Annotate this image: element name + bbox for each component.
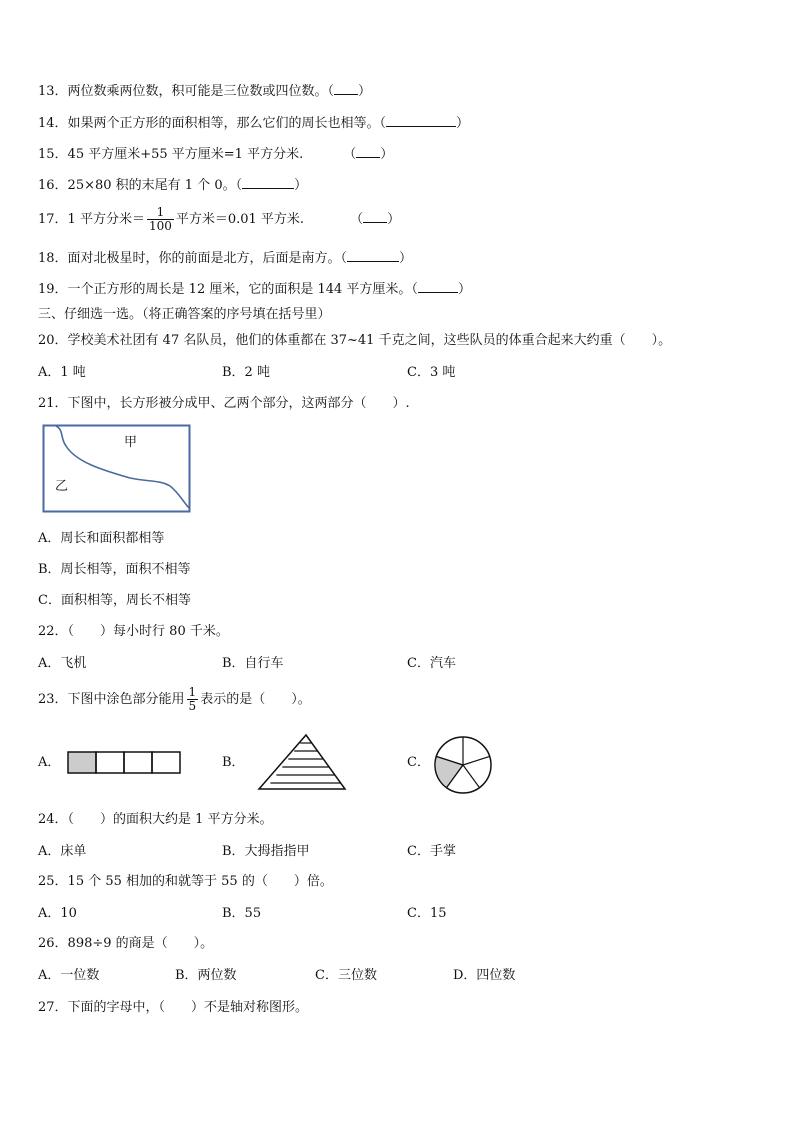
question-16: 16．25×80 积的末尾有 1 个 0。（ ）	[38, 178, 308, 193]
question-17: 17．1 平方分米＝ $\frac{1}{100}$ 平方米＝0.01 平方米. （ ）	[38, 205, 401, 233]
option-c[interactable]: C．3 吨	[407, 365, 456, 380]
question-13-text: 13．两位数乘两位数，积可能是三位数或四位数。（	[38, 84, 335, 99]
option-a[interactable]: A．1 吨	[38, 365, 86, 380]
option-b[interactable]: B．55	[222, 906, 262, 921]
fraction-1-5: $\frac{1}{5}$	[188, 685, 197, 713]
question-15-text: 15．45 平方厘米+55 平方厘米=1 平方分米.	[38, 147, 304, 162]
option-a[interactable]: A．床单	[38, 844, 87, 859]
question-19: 19．一个正方形的周长是 12 厘米，它的面积是 144 平方厘米。（ ）	[38, 282, 471, 297]
option-c[interactable]: C．15	[407, 906, 447, 921]
divided-rectangle-figure	[42, 424, 192, 514]
question-22: 22．（ ）每小时行 80 千米。	[38, 624, 229, 639]
question-24: 24．（ ）的面积大约是 1 平方分米。	[38, 812, 273, 827]
question-21: 21．下图中，长方形被分成甲、乙两个部分，这两部分（ ）.	[38, 396, 410, 411]
answer-blank[interactable]	[334, 82, 358, 95]
option-a[interactable]: A．飞机	[38, 656, 87, 671]
question-23: 23．下图中涂色部分能用 $\frac{1}{5}$ 表示的是（ ）。	[38, 685, 311, 713]
section-heading: 三、仔细选一选。（将正确答案的序号填在括号里）	[38, 307, 331, 322]
option-c[interactable]: C．三位数	[315, 968, 377, 983]
question-14-text: 14．如果两个正方形的面积相等，那么它们的周长也相等。（	[38, 116, 387, 131]
question-14: 14．如果两个正方形的面积相等，那么它们的周长也相等。（ ）	[38, 116, 470, 131]
answer-blank[interactable]	[363, 210, 387, 223]
bar-figure-a[interactable]	[67, 751, 183, 775]
option-d[interactable]: D．四位数	[453, 968, 516, 983]
question-20: 20．学校美术社团有 47 名队员，他们的体重都在 37~41 千克之间，这些队员的体重合起来大约重（ ）。	[38, 333, 672, 348]
option-b[interactable]: B．	[222, 755, 245, 770]
question-15: 15．45 平方厘米+55 平方厘米=1 平方分米. （ ）	[38, 147, 394, 162]
option-c[interactable]: C．汽车	[407, 656, 456, 671]
answer-blank[interactable]	[356, 145, 380, 158]
answer-blank[interactable]	[386, 114, 456, 127]
option-b[interactable]: B．两位数	[175, 968, 237, 983]
question-26: 26．898÷9 的商是（ ）。	[38, 936, 214, 951]
dividing-curve	[56, 426, 189, 508]
option-c[interactable]: C．面积相等，周长不相等	[38, 593, 191, 608]
option-b[interactable]: B．2 吨	[222, 365, 270, 380]
fraction-1-100: $\frac{1}{100}$	[148, 205, 172, 233]
answer-blank[interactable]	[418, 280, 458, 293]
option-b[interactable]: B．大拇指指甲	[222, 844, 310, 859]
option-b[interactable]: B．周长相等，面积不相等	[38, 562, 191, 577]
rectangle-outline	[44, 426, 190, 512]
option-a[interactable]: A．周长和面积都相等	[38, 531, 165, 546]
option-a[interactable]: A．	[38, 755, 61, 770]
question-18-text: 18．面对北极星时，你的前面是北方，后面是南方。（	[38, 251, 348, 266]
question-25: 25．15 个 55 相加的和就等于 55 的（ ）倍。	[38, 874, 333, 889]
question-16-text: 16．25×80 积的末尾有 1 个 0。（	[38, 178, 243, 193]
option-c[interactable]: C．	[407, 755, 430, 770]
answer-blank[interactable]	[347, 249, 399, 262]
triangle-figure-b[interactable]	[256, 733, 348, 793]
option-c[interactable]: C．手掌	[407, 844, 456, 859]
option-b[interactable]: B．自行车	[222, 656, 284, 671]
answer-blank[interactable]	[242, 176, 294, 189]
question-27: 27．下面的字母中，（ ）不是轴对称图形。	[38, 1000, 309, 1015]
question-18: 18．面对北极星时，你的前面是北方，后面是南方。（ ）	[38, 251, 413, 266]
question-13: 13．两位数乘两位数，积可能是三位数或四位数。（ ）	[38, 84, 372, 99]
question-23-text: 23．下图中涂色部分能用	[38, 692, 185, 707]
option-a[interactable]: A．一位数	[38, 968, 100, 983]
label-yi: 乙	[55, 479, 69, 494]
circle-figure-c[interactable]	[433, 735, 493, 795]
question-17-text: 17．1 平方分米＝	[38, 212, 145, 227]
question-19-text: 19．一个正方形的周长是 12 厘米，它的面积是 144 平方厘米。（	[38, 282, 418, 297]
label-jia: 甲	[124, 435, 138, 450]
option-a[interactable]: A．10	[38, 906, 77, 921]
